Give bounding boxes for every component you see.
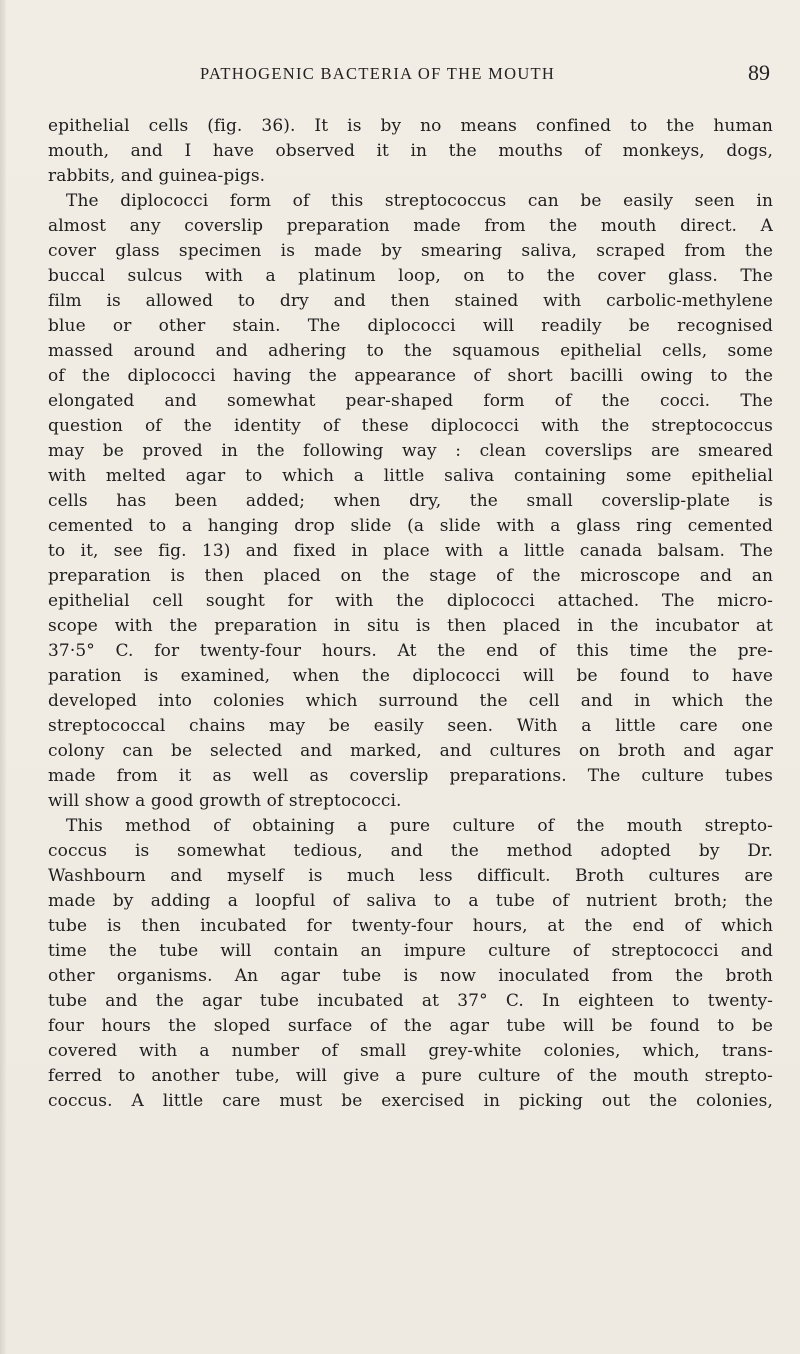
text-line: epithelial cells (fig. 36). It is by no means confined to the human xyxy=(48,116,773,136)
text-line: epithelial cell sought for with the diplococci attached. The micro- xyxy=(48,591,773,611)
text-line: rabbits, and guinea-pigs. xyxy=(48,166,266,186)
text-line: coccus. A little care must be exercised in picking out the colonies, xyxy=(48,1091,773,1111)
text-line: massed around and adhering to the squamous epithelial cells, some xyxy=(48,341,773,361)
text-line: Washbourn and myself is much less difficult. Broth cultures are xyxy=(48,866,773,886)
text-line: mouth, and I have observed it in the mouths of monkeys, dogs, xyxy=(48,141,773,161)
body-text xyxy=(48,114,773,1114)
text-line: colony can be selected and marked, and cultures on broth and agar xyxy=(48,741,773,761)
text-line: blue or other stain. The diplococci will readily be recognised xyxy=(48,316,773,336)
text-line: The diplococci form of this streptococcus can be easily seen in xyxy=(66,191,773,211)
text-line: preparation is then placed on the stage of the microscope and an xyxy=(48,566,773,586)
text-line: ferred to another tube, will give a pure culture of the mouth strepto- xyxy=(48,1066,773,1086)
text-line: may be proved in the following way : clean coverslips are smeared xyxy=(48,441,773,461)
text-line: film is allowed to dry and then stained with carbolic-methylene xyxy=(48,291,773,311)
text-line: with melted agar to which a little saliva containing some epithelial xyxy=(48,466,773,486)
page-gutter-shadow xyxy=(0,0,6,1354)
text-line: coccus is somewhat tedious, and the method adopted by Dr. xyxy=(48,841,773,861)
text-line: elongated and somewhat pear-shaped form of the cocci. The xyxy=(48,391,773,411)
text-line: cover glass specimen is made by smearing saliva, scraped from the xyxy=(48,241,773,261)
text-line: paration is examined, when the diplococci will be found to have xyxy=(48,666,773,686)
running-header xyxy=(0,60,800,90)
text-line: made by adding a loopful of saliva to a tube of nutrient broth; the xyxy=(48,891,773,911)
text-line: covered with a number of small grey-white colonies, which, trans- xyxy=(48,1041,773,1061)
text-line: developed into colonies which surround the cell and in which the xyxy=(48,691,773,711)
text-line: will show a good growth of streptococci. xyxy=(48,791,402,811)
text-line: made from it as well as coverslip preparations. The culture tubes xyxy=(48,766,773,786)
text-line: to it, see fig. 13) and fixed in place with a little canada balsam. The xyxy=(48,541,773,561)
text-line: buccal sulcus with a platinum loop, on to the cover glass. The xyxy=(48,266,773,286)
running-title: PATHOGENIC BACTERIA OF THE MOUTH xyxy=(200,64,556,83)
text-line: scope with the preparation in situ is then placed in the incubator at xyxy=(48,616,773,636)
text-line: four hours the sloped surface of the agar tube will be found to be xyxy=(48,1016,773,1036)
text-line: tube and the agar tube incubated at 37° C. In eighteen to twenty- xyxy=(48,991,773,1011)
text-line: tube is then incubated for twenty-four hours, at the end of which xyxy=(48,916,773,936)
text-line: 37·5° C. for twenty-four hours. At the end of this time the pre- xyxy=(48,641,773,661)
text-line: streptococcal chains may be easily seen. With a little care one xyxy=(48,716,773,736)
page-number: 89 xyxy=(748,60,770,85)
text-line: question of the identity of these diplococci with the streptococcus xyxy=(48,416,773,436)
text-line: cemented to a hanging drop slide (a slide with a glass ring cemented xyxy=(48,516,773,536)
text-line: This method of obtaining a pure culture of the mouth strepto- xyxy=(66,816,773,836)
text-line: almost any coverslip preparation made from the mouth direct. A xyxy=(48,216,773,236)
text-line: of the diplococci having the appearance of short bacilli owing to the xyxy=(48,366,773,386)
text-line: other organisms. An agar tube is now inoculated from the broth xyxy=(48,966,773,986)
text-line: cells has been added; when dry, the small coverslip-plate is xyxy=(48,491,773,511)
text-line: time the tube will contain an impure culture of streptococci and xyxy=(48,941,773,961)
